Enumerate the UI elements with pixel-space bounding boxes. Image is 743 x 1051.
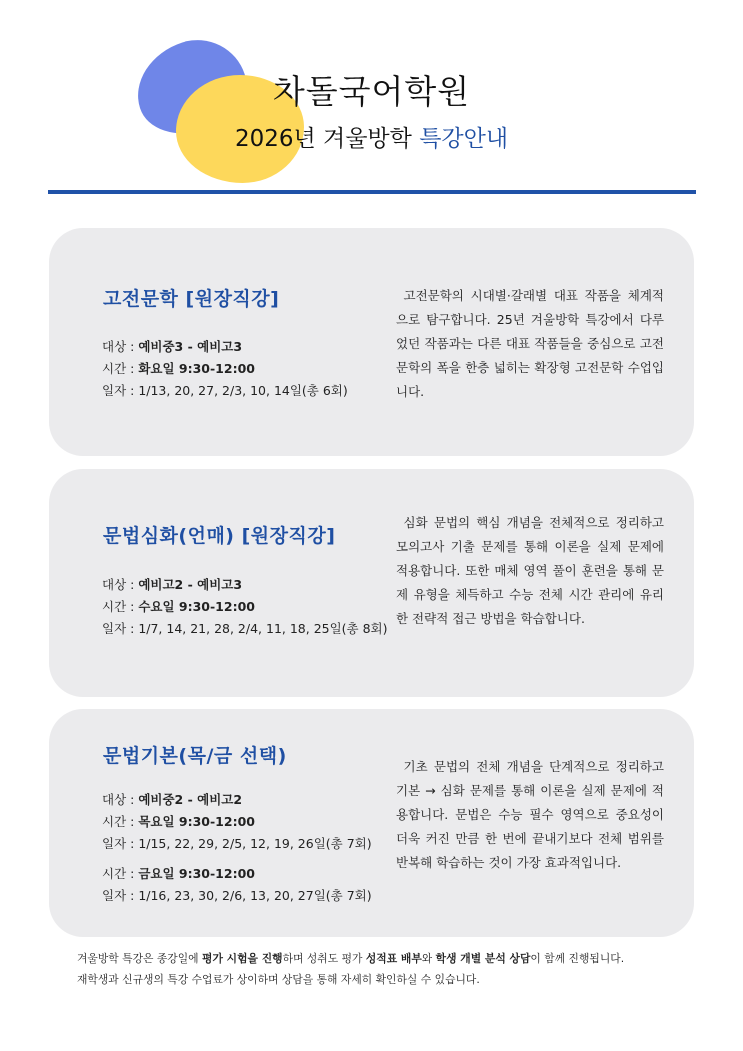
- course-target: 예비고2 - 예비고3: [138, 577, 243, 592]
- subtitle-accent: 특강안내: [419, 126, 509, 152]
- course-time: 목요일 9:30-12:00: [138, 814, 255, 829]
- course-time-row: 시간 : 화요일 9:30-12:00: [102, 361, 255, 376]
- header-divider: [48, 190, 696, 194]
- course-description: 심화 문법의 핵심 개념을 전체적으로 정리하고 모의고사 기출 문제를 통해 이론을 실제 문제에 적용합니다. 또한 매체 영역 풀이 훈련을 통해 문제 유형을 체득하고 수능 전체 시간 관리에 유리한 전략적 접근 방법을 학습합니다.: [396, 515, 664, 626]
- course-time-row: 시간 : 목요일 9:30-12:00: [102, 814, 255, 829]
- course-target: 예비중2 - 예비고2: [138, 792, 243, 807]
- course-title: 문법심화(언매) [원장직강]: [103, 525, 336, 547]
- course-time-row: 시간 : 수요일 9:30-12:00: [102, 599, 255, 614]
- course-info: [102, 336, 348, 402]
- course-description: 고전문학의 시대별·갈래별 대표 작품을 체계적으로 탐구합니다. 25년 겨울방학 특강에서 다루었던 작품과는 다른 대표 작품들을 중심으로 고전 문학의 폭을 한층 넓히는 확장형 고전문학 수업입니다.: [396, 288, 664, 399]
- course-dates-row: 일자 : 1/7, 14, 21, 28, 2/4, 11, 18, 25일(총 8회): [102, 621, 388, 636]
- course-info: [102, 789, 372, 907]
- course-time2: 금요일 9:30-12:00: [138, 866, 255, 881]
- course-target-row: 대상 : 예비중3 - 예비고3: [102, 339, 243, 354]
- course-dates: 1/13, 20, 27, 2/3, 10, 14일(총 6회): [138, 383, 348, 398]
- course-time2-row: 시간 : 금요일 9:30-12:00: [102, 866, 255, 881]
- footer-line-2: 재학생과 신규생의 특강 수업료가 상이하며 상담을 통해 자세히 확인하실 수 있습니다.: [77, 973, 480, 986]
- course-time: 수요일 9:30-12:00: [138, 599, 255, 614]
- course-dates2: 1/16, 23, 30, 2/6, 13, 20, 27일(총 7회): [138, 888, 372, 903]
- course-dates: 1/15, 22, 29, 2/5, 12, 19, 26일(총 7회): [138, 836, 372, 851]
- course-card-basic-grammar: [49, 709, 694, 937]
- course-dates-row: 일자 : 1/13, 20, 27, 2/3, 10, 14일(총 6회): [102, 383, 348, 398]
- course-dates: 1/7, 14, 21, 28, 2/4, 11, 18, 25일(총 8회): [138, 621, 388, 636]
- course-info: [102, 574, 388, 640]
- academy-name: 차돌국어학원: [272, 72, 471, 111]
- course-description: 기초 문법의 전체 개념을 단계적으로 정리하고 기본 → 심화 문제를 통해 이론을 실제 문제에 적용합니다. 문법은 수능 필수 영역으로 중요성이 더욱 커진 만큼 한 번에 끝내기보다 전체 범위를 반복해 학습하는 것이 가장 효과적입니다.: [396, 759, 664, 870]
- course-title: 문법기본(목/금 선택): [103, 745, 287, 767]
- course-time: 화요일 9:30-12:00: [138, 361, 255, 376]
- course-card-advanced-grammar: [49, 469, 694, 697]
- subtitle-prefix: 2026년 겨울방학: [234, 126, 412, 152]
- course-target-row: 대상 : 예비중2 - 예비고2: [102, 792, 243, 807]
- course-target-row: 대상 : 예비고2 - 예비고3: [102, 577, 243, 592]
- page-subtitle: [0, 120, 743, 153]
- footer-line-1: 겨울방학 특강은 종강일에 평가 시험을 진행하며 성취도 평가 성적표 배부와 학생 개별 분석 상담이 함께 진행됩니다.: [77, 952, 625, 965]
- course-dates2-row: 일자 : 1/16, 23, 30, 2/6, 13, 20, 27일(총 7회): [102, 888, 372, 903]
- course-card-classical-literature: [49, 228, 694, 456]
- course-target: 예비중3 - 예비고3: [138, 339, 243, 354]
- footer-notes: [77, 948, 624, 990]
- course-dates-row: 일자 : 1/15, 22, 29, 2/5, 12, 19, 26일(총 7회): [102, 836, 372, 851]
- course-title: 고전문학 [원장직강]: [103, 288, 280, 310]
